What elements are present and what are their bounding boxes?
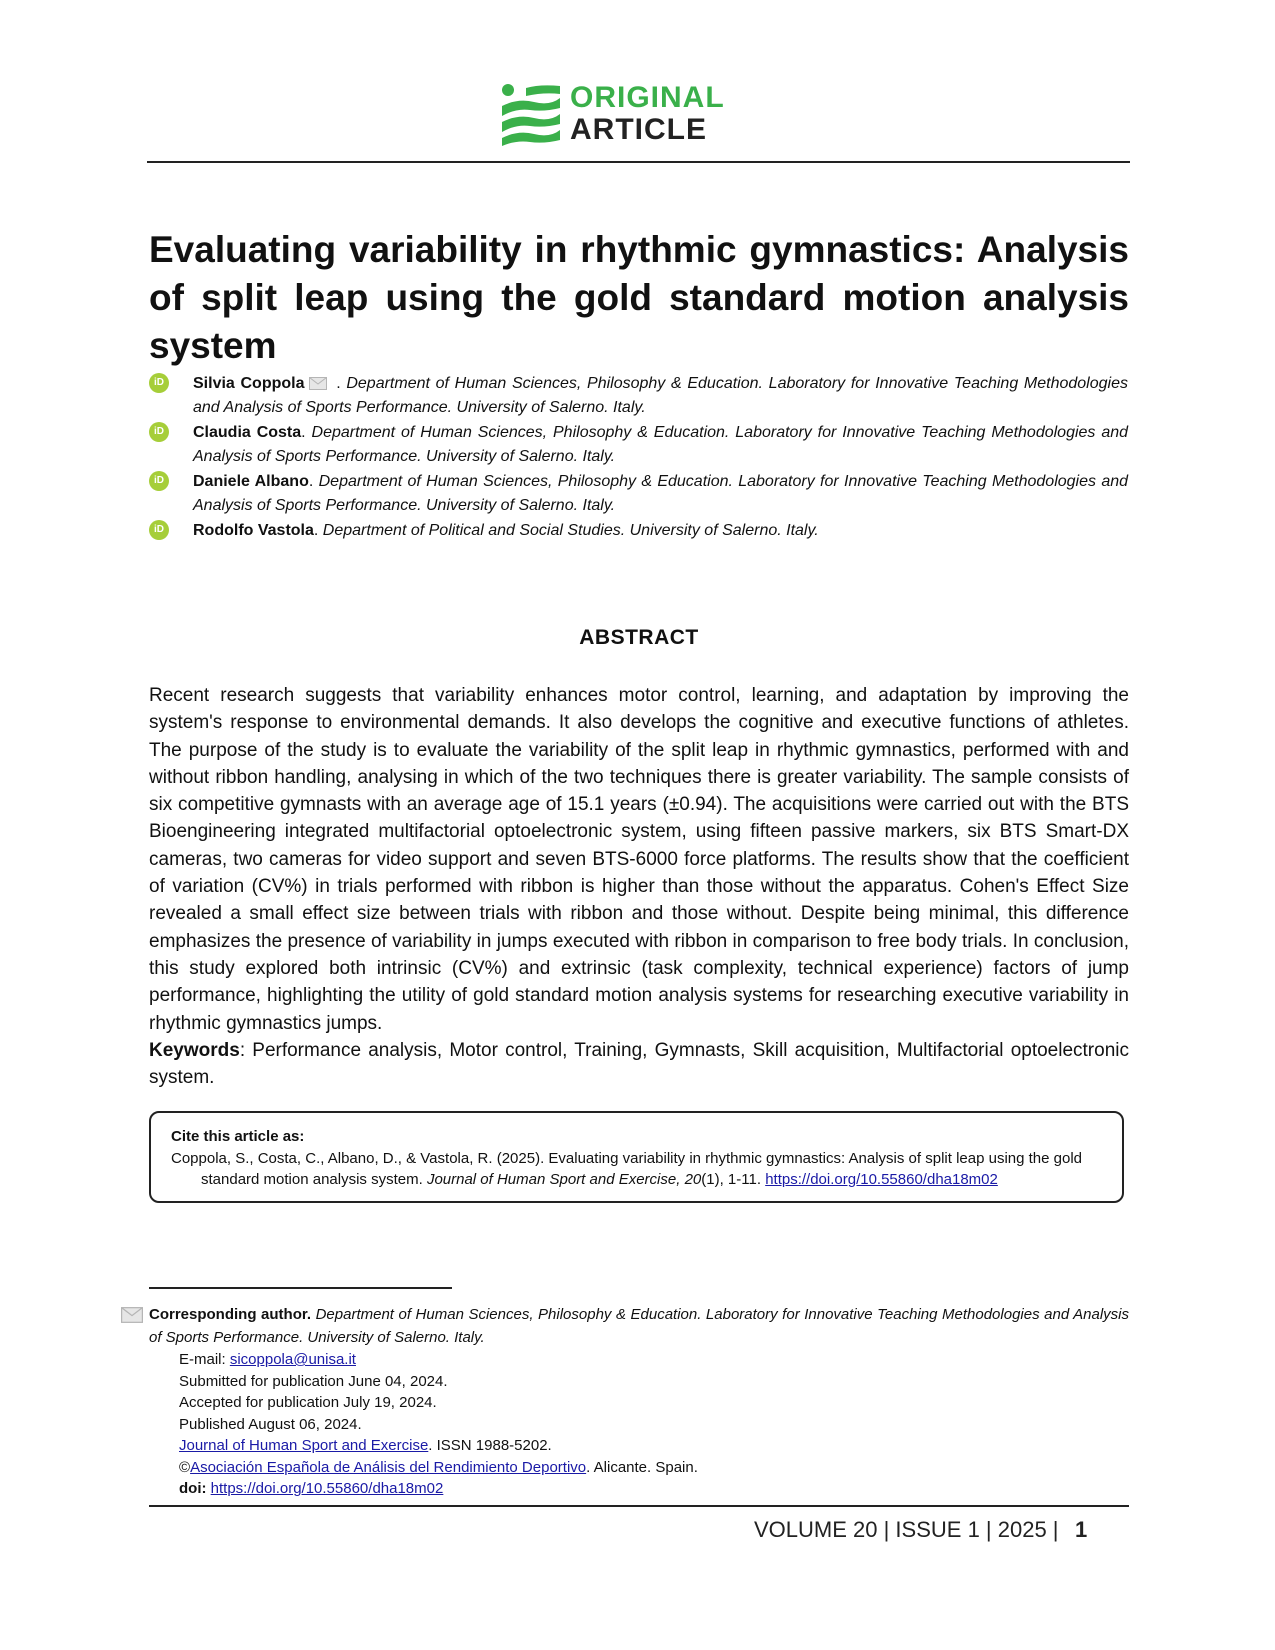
- author-separator: .: [330, 375, 347, 392]
- page-number: 1: [1075, 1517, 1088, 1542]
- published-date: Published August 06, 2024.: [179, 1415, 362, 1433]
- article-title: Evaluating variability in rhythmic gymnastics: Analysis of split leap using the gold standard motion analysis system: [149, 229, 1129, 366]
- citation-journal: Journal of Human Sport and Exercise, 20: [426, 1171, 702, 1188]
- citation-issue-pages: (1), 1-11.: [701, 1171, 766, 1188]
- author-entry: [149, 519, 1129, 543]
- citation-doi-link[interactable]: https://doi.org/10.55860/dha18m02: [765, 1171, 998, 1188]
- original-article-badge: [500, 82, 725, 146]
- author-affiliation: Department of Human Sciences, Philosophy & Education. Laboratory for Innovative Teaching Methodologies and Analysis of Sports Performance. University of Salerno. Italy.: [193, 424, 1129, 465]
- orcid-icon[interactable]: iD: [149, 422, 169, 442]
- author-entry: [149, 421, 1129, 469]
- author-separator: .: [308, 473, 319, 490]
- email-link[interactable]: sicoppola@unisa.it: [229, 1351, 356, 1368]
- keywords-label: Keywords: [149, 1040, 240, 1061]
- citation-box: [149, 1111, 1124, 1203]
- author-name: Rodolfo Vastola: [193, 522, 314, 539]
- keywords-list: : Performance analysis, Motor control, Training, Gymnasts, Skill acquisition, Multifactorial optoelectronic system.: [149, 1040, 1129, 1089]
- author-affiliation: Department of Political and Social Studies. University of Salerno. Italy.: [322, 522, 819, 539]
- author-name: Claudia Costa: [193, 424, 302, 441]
- author-name: Daniele Albano: [193, 473, 309, 490]
- citation-label: Cite this article as:: [171, 1128, 305, 1145]
- doi-label: doi:: [179, 1480, 211, 1497]
- accepted-date: Accepted for publication July 19, 2024.: [179, 1394, 437, 1411]
- orcid-icon[interactable]: iD: [149, 471, 169, 491]
- doi-line: [179, 1478, 1129, 1500]
- author-entry: [149, 470, 1129, 518]
- envelope-icon: [309, 377, 327, 390]
- corresponding-affiliation: Department of Human Sciences, Philosophy & Education. Laboratory for Innovative Teaching Methodologies and Analysis of Sports Performance. University of Salerno. Italy.: [149, 1306, 1129, 1346]
- footnote-divider: [149, 1287, 452, 1289]
- author-affiliation: Department of Human Sciences, Philosophy & Education. Laboratory for Innovative Teaching Methodologies and Analysis of Sports Performance. University of Salerno. Italy.: [193, 473, 1129, 514]
- copyright-symbol: ©: [179, 1458, 191, 1476]
- submitted-date: Submitted for publication June 04, 2024.: [179, 1372, 448, 1390]
- badge-line-article: ARTICLE: [570, 113, 707, 146]
- abstract-heading: ABSTRACT: [579, 626, 699, 649]
- header-divider: [147, 161, 1130, 163]
- author-entry: [149, 372, 1129, 420]
- citation-text: [171, 1148, 1104, 1190]
- footer-divider: [149, 1505, 1129, 1507]
- keywords: [149, 1037, 1129, 1092]
- stripes-logo-icon: [500, 82, 562, 146]
- author-name: Silvia Coppola: [193, 375, 305, 392]
- email-label: E-mail:: [179, 1351, 230, 1368]
- author-affiliation: Department of Human Sciences, Philosophy & Education. Laboratory for Innovative Teaching Methodologies and Analysis of Sports Performance. University of Salerno. Italy.: [193, 375, 1128, 416]
- citation-main: Coppola, S., Costa, C., Albano, D., & Vastola, R. (2025). Evaluating variability in rhythmic gymnastics: Analysis of split leap using the gold standard motion analysis system.: [171, 1150, 1083, 1188]
- copyright-line: [179, 1457, 1129, 1479]
- location-text: . Alicante. Spain.: [586, 1458, 698, 1476]
- author-list: [149, 372, 1129, 544]
- journal-link[interactable]: Journal of Human Sport and Exercise: [179, 1437, 429, 1454]
- author-separator: .: [301, 424, 312, 441]
- journal-line: [179, 1435, 1129, 1457]
- orcid-icon[interactable]: iD: [149, 373, 169, 393]
- badge-line-original: ORIGINAL: [570, 81, 725, 114]
- corresponding-label: Corresponding author.: [149, 1306, 312, 1323]
- association-link[interactable]: Asociación Española de Análisis del Rendimiento Deportivo: [190, 1458, 587, 1476]
- envelope-icon: [121, 1307, 143, 1323]
- volume-issue-year: VOLUME 20 | ISSUE 1 | 2025 |: [754, 1517, 1059, 1542]
- orcid-icon[interactable]: iD: [149, 520, 169, 540]
- email-line: [179, 1349, 1129, 1371]
- corresponding-author-note: [149, 1303, 1129, 1500]
- abstract-text: Recent research suggests that variability enhances motor control, learning, and adaptation by improving the system's response to environmental demands. It also develops the cognitive and executive functions of athletes. The purpose of the study is to evaluate the variability of the split leap in rhythmic gymnastics, performed with and without ribbon handling, analysing in which of the two techniques there is greater variability. The sample consists of six competitive gymnasts with an average age of 15.1 years (±0.94). The acquisitions were carried out with the BTS Bioengineering integrated multifactorial optoelectronic system, using fifteen passive markers, six BTS Smart-DX cameras, two cameras for video support and seven BTS-6000 force platforms. The results show that the coefficient of variation (CV%) in trials performed with ribbon is higher than those without the apparatus. Cohen's Effect Size revealed a small effect size between trials with ribbon and those without. Despite being minimal, this difference emphasizes the presence of variability in jumps executed with ribbon in comparison to free body trials. In conclusion, this study explored both intrinsic (CV%) and extrinsic (task complexity, technical experience) factors of jump performance, highlighting the utility of gold standard motion analysis systems for researching executive variability in rhythmic gymnastics jumps.: [149, 685, 1129, 1034]
- doi-link[interactable]: https://doi.org/10.55860/dha18m02: [210, 1480, 444, 1497]
- issn-text: . ISSN 1988-5202.: [428, 1437, 552, 1454]
- author-separator: .: [313, 522, 323, 539]
